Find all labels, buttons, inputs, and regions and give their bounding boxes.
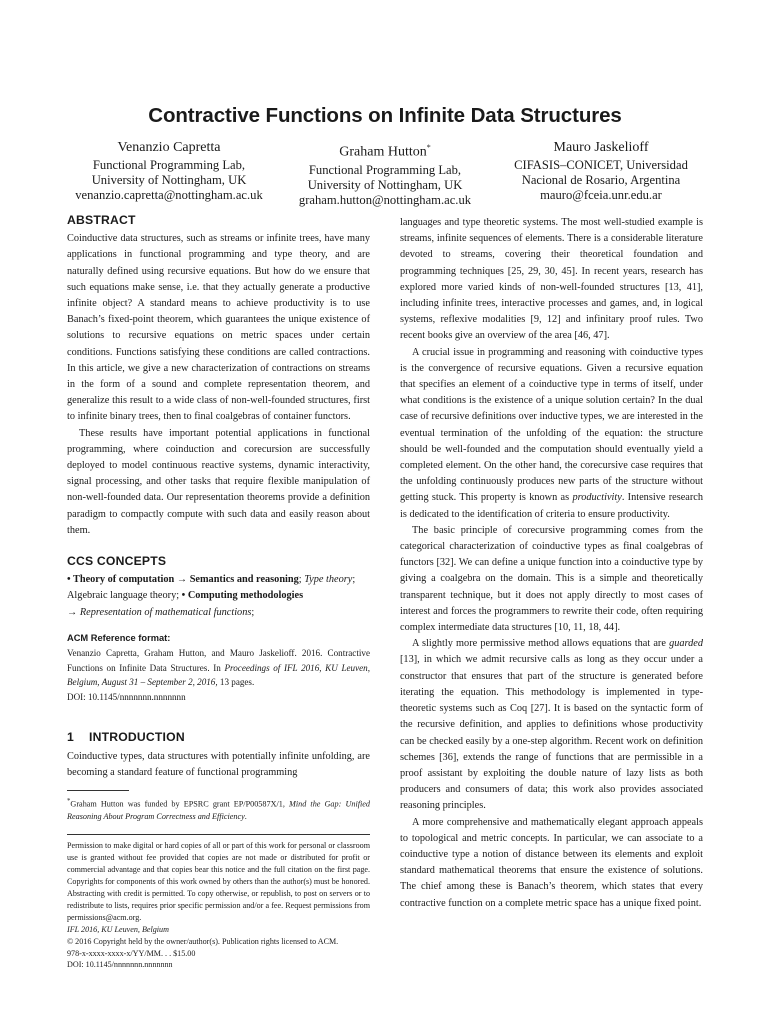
emphasis: productivity xyxy=(572,492,622,504)
section-heading xyxy=(67,729,370,745)
body-paragraph: languages and type theoretic systems. The most well-studied example is streams, infinite sequences of elements. There is a considerable literature devoted to streams, covering their theoretical foundation and programming techniques [25, 29, 30, 45]. In recent years, research has explored more varied kinds of non-well-founded structures [13, 41], including infinite trees, interactive processes and games, and, in logical systems, reflexive modalities [9, 12] and infinitary proof rules. Two recent books give an overview of the area [46, 47]. xyxy=(400,217,703,342)
footnote-mark: * xyxy=(426,143,431,152)
ccs-separator: ; xyxy=(251,606,255,618)
copyright-text: © 2016 Copyright held by the owner/author(s). Publication rights licensed to ACM. xyxy=(67,936,339,946)
emphasis: guarded xyxy=(669,638,703,650)
body-paragraph xyxy=(400,636,703,814)
author-name: Venanzio Capretta xyxy=(117,140,221,155)
ccs-concepts xyxy=(67,572,370,621)
author-affiliation: CIFASIS–CONICET, Universidad xyxy=(514,158,688,172)
author-affiliation: Functional Programming Lab, xyxy=(92,158,246,172)
footnote-text: Graham Hutton was funded by EPSRC grant EP/P00587X/1, xyxy=(70,799,290,809)
author-name: Mauro Jaskelioff xyxy=(553,140,649,155)
reference-doi: DOI: 10.1145/nnnnnnn.nnnnnnn xyxy=(67,691,186,702)
body-paragraph xyxy=(400,345,703,523)
author-block xyxy=(49,139,289,203)
author-affiliation: University of Nottingham, UK xyxy=(91,173,247,187)
paragraph-text: . Intensive research is dedicated to the identification of criteria to ensure productivity. xyxy=(400,492,704,520)
abstract-heading: ABSTRACT xyxy=(67,213,136,227)
body-paragraph: Coinductive types, data structures with potentially infinite unfolding, are becoming a standard feature of functional programming xyxy=(67,750,370,778)
author-affiliation: Nacional de Rosario, Argentina xyxy=(521,173,681,187)
author-affiliation: University of Nottingham, UK xyxy=(307,177,463,192)
acm-reference xyxy=(67,646,370,704)
permission-rule xyxy=(67,834,370,835)
footnote-grant-title: Mind the Gap: Unified Reasoning About Program Correctness and Efficiency xyxy=(67,799,370,822)
body-paragraph: A more comprehensive and mathematically elegant approach appeals to topological and metric concepts. In particular, we can associate to a coinductive type a notion of distance between its elements and exploit standard mathematical theorems that ensure the existence of solutions. The chief among these is Banach’s theorem, which states that every contractive function on a complete metric space has a unique fixed point. xyxy=(400,816,703,909)
paragraph-text: [13], in which we admit recursive calls as long as they occur under a constructor that ensures that part of the structure is generated before iterating the equation. This methodology is implemented in type-theoretic systems such as Coq [27]. It is based on the syntactic form of the recursive definition, and applies to definitions whose productivity can be checked easily by a one-step algorithm. Recent work on definition schemes [36], extends the range of functions that are permissible in a proof assistant by exploiting the double nature of lazy lists as both producers and consumers of data; this work also provides associated reasoning principles. xyxy=(400,654,703,812)
author-affiliation: Functional Programming Lab, xyxy=(308,162,462,177)
ccs-concept: • Theory of computation → Semantics and reasoning xyxy=(67,574,299,586)
acm-reference-heading: ACM Reference format: xyxy=(67,632,171,643)
ccs-concept: Type theory xyxy=(304,574,353,586)
left-column xyxy=(67,212,370,971)
doi-text: DOI: 10.1145/nnnnnnn.nnnnnnn xyxy=(67,960,173,970)
paragraph-text: A slightly more permissive method allows equations that are xyxy=(412,638,670,650)
paragraph-text: A crucial issue in programming and reasoning with coinductive types is the convergence of recursive equations. Given a recursive equation that specifies an element of a coinductive type in terms of itself, under what conditions is the existence of a unique solution certain? In the dual case of recursive definitions over inductive types, we are interested in the eventual termination of the unfolding of the equation: the structure should be well-founded and the computation should eventually yield a completed element. On the other hand, the corecursive case requires that the unfolding continuously produces new parts of the structure without getting stuck. This property is known as xyxy=(400,346,703,504)
author-email: graham.hutton@nottingham.ac.uk xyxy=(298,192,472,207)
reference-pages: 13 pages. xyxy=(217,677,255,688)
section-title: INTRODUCTION xyxy=(89,730,185,745)
ccs-concept: ; Algebraic language theory; xyxy=(67,574,356,602)
paper-title: Contractive Functions on Infinite Data Structures xyxy=(148,104,622,127)
footnote-mark: * xyxy=(67,798,71,806)
author-email: venanzio.capretta@nottingham.ac.uk xyxy=(75,188,263,202)
reference-venue: Proceedings of IFL 2016, KU Leuven, Belgium, August 31 – September 2, 2016, xyxy=(67,662,370,688)
ccs-heading: CCS CONCEPTS xyxy=(67,554,167,569)
ccs-concept: → Representation of mathematical functions xyxy=(67,606,252,618)
footnote-rule xyxy=(67,790,129,791)
ccs-concept: • Computing methodologies xyxy=(181,590,304,602)
footnote xyxy=(67,796,370,823)
reference-text: Venanzio Capretta, Graham Hutton, and Mauro Jaskelioff. 2016. Contractive Functions on Infinite Data Structures. In xyxy=(67,648,370,673)
body-paragraph: The basic principle of corecursive programming comes from the categorical characterization of coinductive types as final coalgebras of functors [32]. We can define a unique function into a coinductive type by giving a coalgebra on the domain. This is a simple and theoretically transparent technique, but it does not apply directly to most cases of interest and forces the programmers to rewrite their code, often requiring complex intermediate data structures [10, 11, 18, 44]. xyxy=(400,524,703,634)
footnote-text: . xyxy=(244,812,247,822)
author-block xyxy=(265,139,505,208)
author-name: Graham Hutton xyxy=(339,144,427,160)
author-block xyxy=(481,139,721,203)
permission-block xyxy=(67,840,370,971)
abstract-paragraph: Coinductive data structures, such as streams or infinite trees, have many applications in functional programming and type theory, and are naturally defined using recursive equations. But how do we ensure that such equations make sense, i.e. that they actually generate a productive infinite object? A standard means to achieve productivity is to use Banach’s fixed-point theorem, which guarantees the unique existence of solutions to recursive equations on metric spaces under certain conditions. Functions satisfying these conditions are called contractions. In this article, we give a new characterization of contractions on streams in the form of a sound and complete representation theorem, and generalize this result to a wide class of non-well-founded structures, first to infinite binary trees, then to final coalgebras of container functors. xyxy=(67,233,370,423)
ccs-separator: ; xyxy=(298,574,305,586)
author-email: mauro@fceia.unr.edu.ar xyxy=(540,188,662,202)
venue-text: IFL 2016, KU Leuven, Belgium xyxy=(67,924,169,934)
section-number: 1 xyxy=(67,730,74,745)
isbn-text: 978-x-xxxx-xxxx-x/YY/MM. . . $15.00 xyxy=(67,948,196,958)
right-column xyxy=(400,215,703,912)
abstract-paragraph: These results have important potential applications in functional programming, where coinduction and corecursion are successfully deployed to model continuous reactive systems, dynamic interactivity, signal processing, and other tasks that require flexible manipulation of non-well-founded data. Our representation theorems provide a definition paradigm to compactly compute with such data and easily reason about them. xyxy=(67,427,370,536)
permission-venue xyxy=(67,924,370,936)
author-name-line xyxy=(265,139,505,162)
permission-text: Permission to make digital or hard copies of all or part of this work for personal or classroom use is granted without fee provided that copies are not made or distributed for profit or commercial advantage and that copies bear this notice and the full citation on the first page. Copyrights for components of this work owned by others than the author(s) must be honored. Abstracting with credit is permitted. To copy otherwise, or republish, to post on servers or to redistribute to lists, requires prior specific permission and/or a fee. Request permissions from permissions@acm.org. xyxy=(67,841,370,922)
